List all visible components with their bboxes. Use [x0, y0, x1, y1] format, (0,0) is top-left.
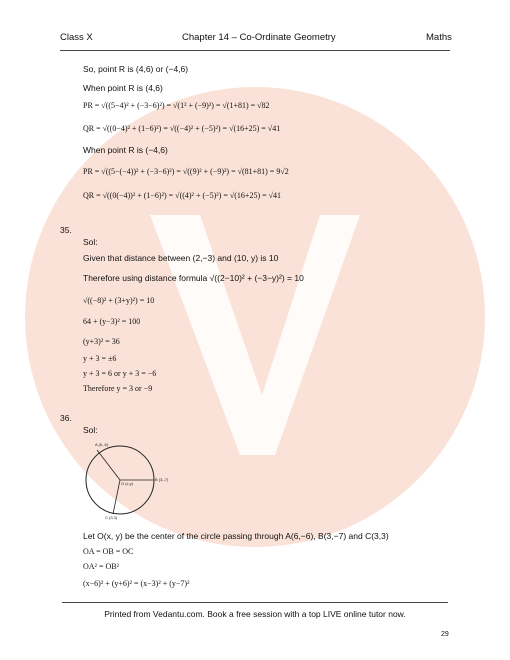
equation-line: PR = √((5−(−4))² + (−3−6)²) = √((9)² + (−9)²) = √(81+81) = 9√2	[83, 167, 289, 176]
point-a-label: A (6,-6)	[95, 442, 109, 447]
question-number: 36.	[60, 413, 72, 423]
text-line: When point R is (−4,6)	[83, 145, 168, 155]
text-line: Let O(x, y) be the center of the circle passing through A(6,−6), B(3,−7) and C(3,3)	[83, 531, 389, 541]
text-line: So, point R is (4,6) or (−4,6)	[83, 64, 189, 74]
point-b-label: B (3,-7)	[155, 477, 169, 482]
equation-line: y + 3 = 6 or y + 3 = −6	[83, 369, 157, 378]
solution-label: Sol:	[83, 237, 98, 247]
header-rule	[60, 50, 450, 51]
text-line: Therefore using distance formula √((2−10)² + (−3−y)²) = 10	[83, 273, 304, 283]
question-number: 35.	[60, 225, 72, 235]
equation-line: Therefore y = 3 or −9	[83, 384, 153, 393]
radius-oa	[97, 450, 120, 480]
equation-line: (x−6)² + (y+6)² = (x−3)² + (y−7)²	[83, 579, 190, 588]
text-line: Given that distance between (2,−3) and (10, y) is 10	[83, 253, 279, 263]
point-c-label: C (3,3)	[105, 515, 118, 520]
radius-oc	[113, 480, 120, 514]
equation-line: 64 + (y−3)² = 100	[83, 317, 141, 326]
text-line: When point R is (4,6)	[83, 83, 163, 93]
header-class: Class X	[60, 32, 93, 43]
header-chapter: Chapter 14 – Co-Ordinate Geometry	[182, 32, 336, 43]
center-o-label: O (x,y)	[121, 481, 133, 486]
equation-line: QR = √((0−4)² + (1−6)²) = √((−4)² + (−5)²) = √(16+25) = √41	[83, 124, 281, 133]
page-number: 29	[441, 631, 449, 638]
equation-line: QR = √((0(−4))² + (1−6)²) = √((4)² + (−5)²) = √(16+25) = √41	[83, 191, 282, 200]
equation-line: OA = OB = OC	[83, 547, 134, 556]
equation-line: (y+3)² = 36	[83, 337, 120, 346]
footer-text: Printed from Vedantu.com. Book a free session with a top LIVE online tutor now.	[104, 609, 406, 619]
equation-line: √((−8)² + (3+y)²) = 10	[83, 296, 155, 305]
header-subject: Maths	[426, 32, 452, 43]
equation-line: OA² = OB²	[83, 562, 119, 571]
equation-line: PR = √((5−4)² + (−3−6)²) = √(1² + (−9)²) = √(1+81) = √82	[83, 101, 270, 110]
equation-line: y + 3 = ±6	[83, 354, 117, 363]
circle-figure	[83, 438, 173, 522]
solution-label: Sol:	[83, 425, 98, 435]
footer-rule	[62, 602, 448, 603]
